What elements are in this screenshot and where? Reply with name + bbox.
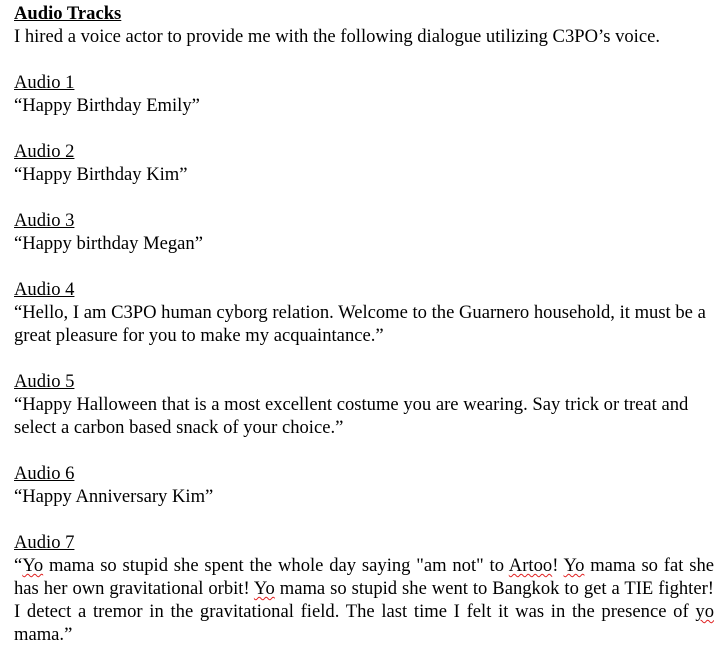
- track-quote: “Happy Birthday Kim”: [14, 164, 188, 185]
- spellcheck-word[interactable]: yo: [695, 601, 714, 622]
- track-label: Audio 5: [14, 371, 75, 392]
- track-audio-1: [14, 71, 714, 117]
- track-quote: [14, 554, 714, 646]
- track-quote: “Happy Birthday Emily”: [14, 95, 200, 116]
- track-label: Audio 7: [14, 532, 75, 553]
- track-audio-2: [14, 140, 714, 186]
- track-audio-7: [14, 531, 714, 646]
- track-label: Audio 2: [14, 141, 75, 162]
- quote-text: “: [14, 555, 23, 576]
- track-quote: “Happy birthday Megan”: [14, 233, 203, 254]
- track-label: Audio 3: [14, 210, 75, 231]
- quote-text: mama.”: [14, 624, 73, 645]
- quote-text: mama so stupid she spent the whole day saying "am not" to: [43, 555, 509, 576]
- spellcheck-word[interactable]: Yo: [563, 555, 585, 576]
- spellcheck-word[interactable]: Artoo: [508, 555, 553, 576]
- track-audio-4: [14, 278, 714, 347]
- track-audio-6: [14, 462, 714, 508]
- track-label: Audio 6: [14, 463, 75, 484]
- quote-text: mama so fat she has her own gravitational orbit!: [14, 555, 714, 599]
- track-label: Audio 1: [14, 72, 75, 93]
- track-audio-5: [14, 370, 714, 439]
- quote-text: mama so stupid she went to Bangkok to get a TIE fighter! I detect a tremor in the gravitational field. The last time I felt it was in the presence of: [14, 578, 714, 622]
- document-page: [14, 2, 714, 646]
- quote-text: !: [552, 555, 564, 576]
- intro-paragraph: I hired a voice actor to provide me with the following dialogue utilizing C3PO’s voice.: [14, 26, 660, 47]
- track-quote: “Happy Anniversary Kim”: [14, 486, 214, 507]
- track-audio-3: [14, 209, 714, 255]
- track-quote: “Hello, I am C3PO human cyborg relation. Welcome to the Guarnero household, it must be a great pleasure for you to make my acquaintance.”: [14, 302, 706, 346]
- document-title: Audio Tracks: [14, 3, 122, 24]
- spellcheck-word[interactable]: Yo: [22, 555, 44, 576]
- spellcheck-word[interactable]: Yo: [253, 578, 275, 599]
- track-quote: “Happy Halloween that is a most excellent costume you are wearing. Say trick or treat and select a carbon based snack of your choice.”: [14, 394, 689, 438]
- track-label: Audio 4: [14, 279, 75, 300]
